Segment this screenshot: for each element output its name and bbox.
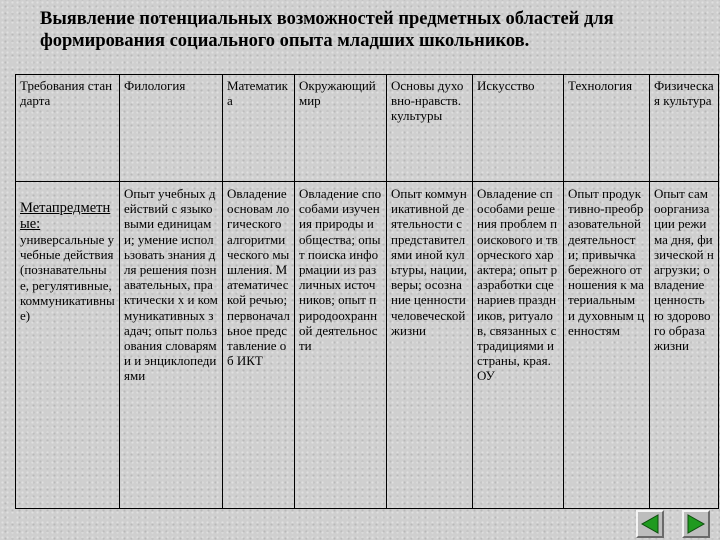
header-art: Искусство xyxy=(473,75,564,182)
subject-table xyxy=(15,74,719,509)
header-ethics: Основы духовно-нравств. культуры xyxy=(387,75,473,182)
header-philology: Филология xyxy=(120,75,223,182)
header-technology: Технология xyxy=(564,75,650,182)
cell-philology: Опыт учебных действий с языковыми единицами; умение использовать знания для решения познавательных, практически х и коммуникативных задач; опыт пользования словарями и энциклопедиями xyxy=(120,182,223,509)
requirement-cell xyxy=(16,182,120,509)
header-standard: Требования стандарта xyxy=(16,75,120,182)
slide-title: Выявление потенциальных возможностей предметных областей для формирования социального опыта младших школьников. xyxy=(40,9,614,51)
header-world: Окружающий мир xyxy=(295,75,387,182)
cell-ethics: Опыт коммуникативной деятельности с представителями иной культуры, нации, веры; осознание ценности человеческой жизни xyxy=(387,182,473,509)
cell-art: Овладение способами решения проблем поискового и творческого характера; опыт разработки сценариев праздников, ритуалов, связанных с традициями и страны, края. ОУ xyxy=(473,182,564,509)
next-slide-button[interactable] xyxy=(682,510,710,538)
cell-world: Овладение способами изучения природы и общества; опыт поиска информации из различных источников; опыт природоохранной деятельности xyxy=(295,182,387,509)
cell-mathematics: Овладение основам логического алгоритмического мышления. Математической речью; первоначальное представление об ИКТ xyxy=(223,182,295,509)
triangle-left-icon xyxy=(638,512,662,536)
cell-technology: Опыт продуктивно-преобразовательной деятельности; привычка бережного отношения к материальным и духовным ценностям xyxy=(564,182,650,509)
header-physical-culture: Физическая культура xyxy=(650,75,719,182)
header-mathematics: Математика xyxy=(223,75,295,182)
table-header-row xyxy=(16,75,719,182)
prev-slide-button[interactable] xyxy=(636,510,664,538)
requirement-text: универсальные учебные действия (познавательные, регулятивные, коммуникативные) xyxy=(20,232,115,324)
requirement-label: Метапредметные: xyxy=(20,200,111,232)
table-row xyxy=(16,182,719,509)
cell-physical-culture: Опыт самоорганизации режима дня, физической нагрузки; овладение ценностью здорового образа жизни xyxy=(650,182,719,509)
triangle-right-icon xyxy=(684,512,708,536)
